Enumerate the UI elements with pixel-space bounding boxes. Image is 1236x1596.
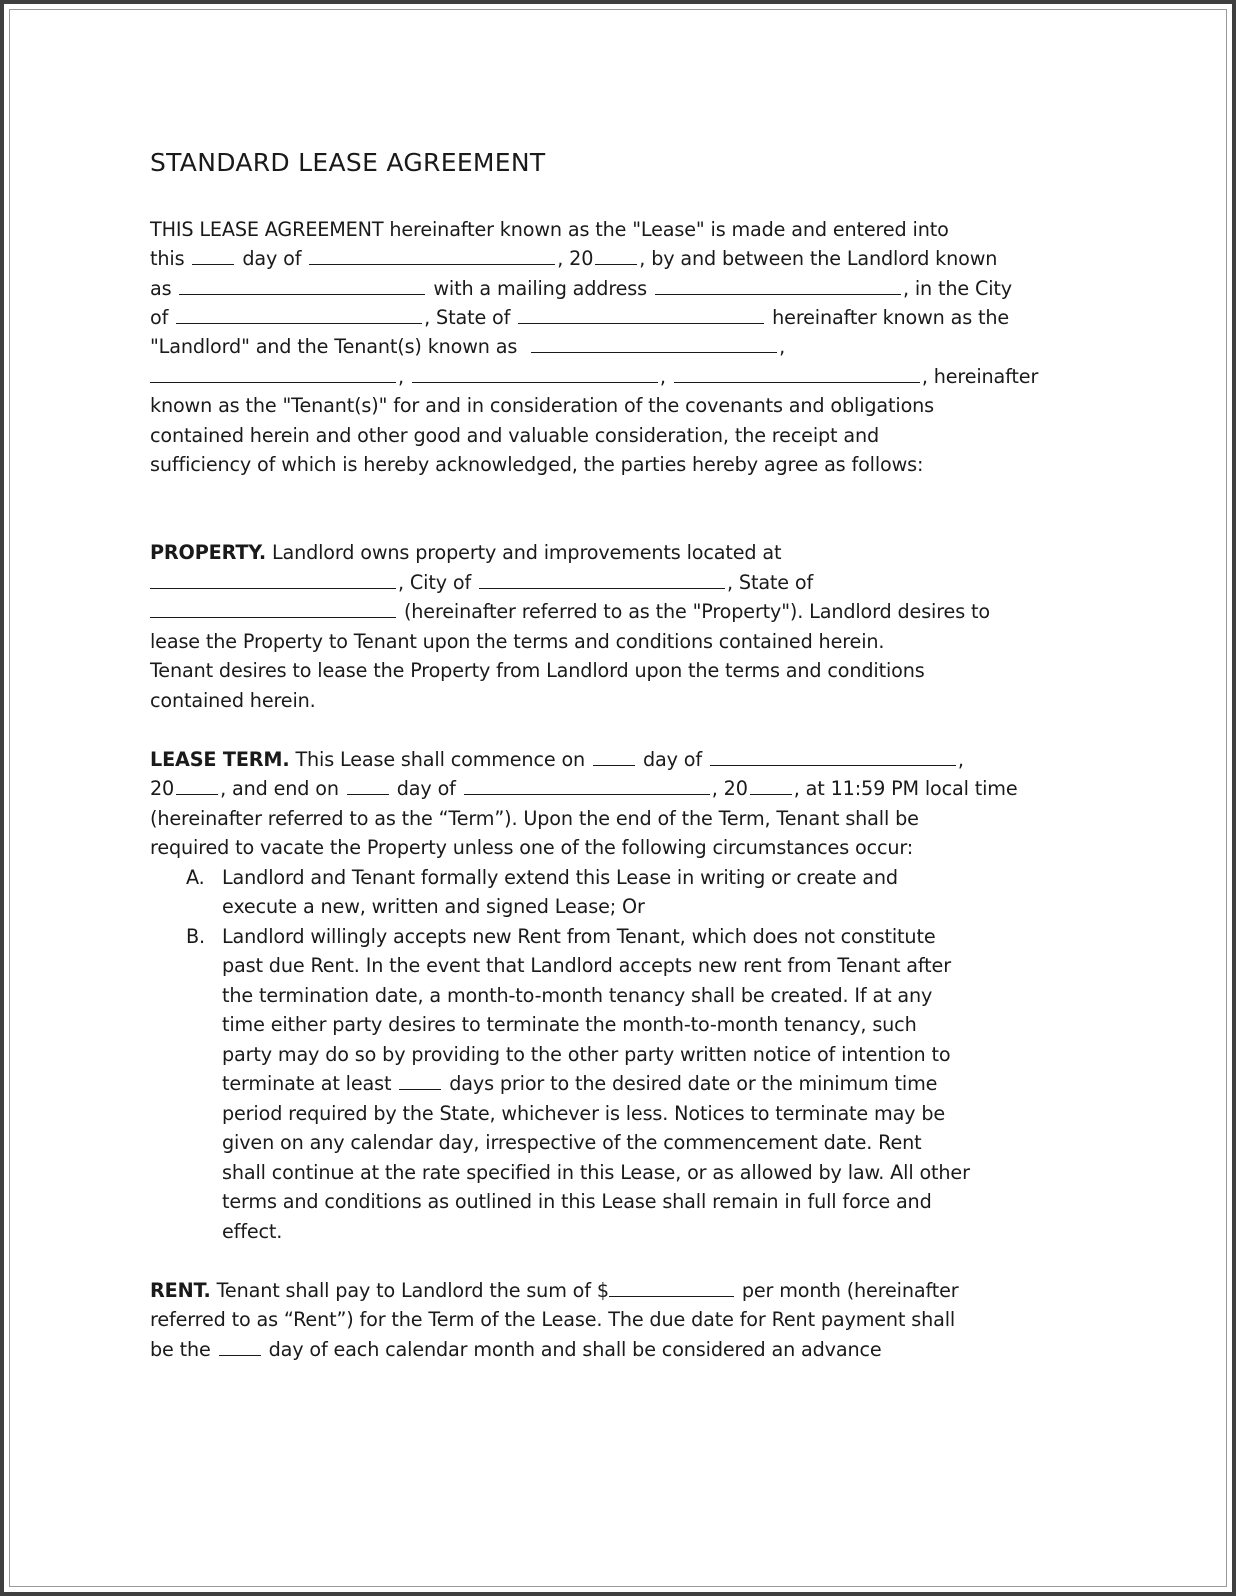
list-item-b-line: terminate at least days prior to the desired date or the minimum time xyxy=(222,1072,938,1095)
lease-term-line: LEASE TERM. This Lease shall commence on day of , xyxy=(150,748,964,771)
intro-line: , , , hereinafter xyxy=(150,362,1038,392)
rent-amount-blank[interactable] xyxy=(609,1278,734,1297)
lease-term-heading: LEASE TERM. xyxy=(150,748,290,771)
list-item-a-line: execute a new, written and signed Lease; Or xyxy=(222,895,645,918)
end-month-blank[interactable] xyxy=(464,776,710,795)
tenant-name-blank[interactable] xyxy=(531,334,777,353)
list-marker-a: A. xyxy=(186,866,205,889)
property-line: , City of , State of xyxy=(150,568,813,598)
list-item-b-line: time either party desires to terminate the month-to-month tenancy, such xyxy=(222,1013,917,1036)
property-heading: PROPERTY. xyxy=(150,541,266,564)
list-item-b-line: Landlord willingly accepts new Rent from Tenant, which does not constitute xyxy=(222,925,936,948)
notice-days-blank[interactable] xyxy=(399,1071,441,1090)
list-item-b-line: party may do so by providing to the other party written notice of intention to xyxy=(222,1043,951,1066)
property-line: contained herein. xyxy=(150,689,316,712)
intro-line: THIS LEASE AGREEMENT hereinafter known as the "Lease" is made and entered into xyxy=(150,218,949,241)
tenant-name-blank[interactable] xyxy=(150,364,396,383)
rent-heading: RENT. xyxy=(150,1279,211,1302)
intro-line: known as the "Tenant(s)" for and in consideration of the covenants and obligations xyxy=(150,394,935,417)
list-item-b-line: terms and conditions as outlined in this Lease shall remain in full force and xyxy=(222,1190,932,1213)
intro-line: as with a mailing address , in the City xyxy=(150,277,1013,300)
rent-due-day-blank[interactable] xyxy=(219,1337,261,1356)
day-blank[interactable] xyxy=(192,246,234,265)
mailing-address-blank[interactable] xyxy=(655,276,901,295)
intro-line: this day of , 20 , by and between the Landlord known xyxy=(150,247,998,270)
rent-line: referred to as “Rent”) for the Term of the Lease. The due date for Rent payment shall xyxy=(150,1308,956,1331)
rent-line: RENT. Tenant shall pay to Landlord the sum of $ per month (hereinafter xyxy=(150,1279,959,1302)
start-year-blank[interactable] xyxy=(176,776,218,795)
end-day-blank[interactable] xyxy=(347,776,389,795)
start-month-blank[interactable] xyxy=(710,747,956,766)
property-city-blank[interactable] xyxy=(479,570,725,589)
intro-line: sufficiency of which is hereby acknowledged, the parties hereby agree as follows: xyxy=(150,453,924,476)
list-item-b-line: past due Rent. In the event that Landlord accepts new rent from Tenant after xyxy=(222,954,951,977)
rent-line: be the day of each calendar month and shall be considered an advance xyxy=(150,1338,882,1361)
document-title: STANDARD LEASE AGREEMENT xyxy=(150,148,546,177)
landlord-name-blank[interactable] xyxy=(179,276,425,295)
lease-term-line: 20 , and end on day of , 20 , at 11:59 PM local time xyxy=(150,777,1018,800)
intro-line: "Landlord" and the Tenant(s) known as , xyxy=(150,335,786,358)
list-item-a-line: Landlord and Tenant formally extend this Lease in writing or create and xyxy=(222,866,898,889)
city-blank[interactable] xyxy=(176,305,422,324)
list-marker-b: B. xyxy=(186,925,205,948)
property-line: Tenant desires to lease the Property from Landlord upon the terms and conditions xyxy=(150,659,925,682)
lease-term-line: required to vacate the Property unless one of the following circumstances occur: xyxy=(150,836,914,859)
state-blank[interactable] xyxy=(518,305,764,324)
property-address-blank[interactable] xyxy=(150,570,396,589)
lease-term-line: (hereinafter referred to as the “Term”). Upon the end of the Term, Tenant shall be xyxy=(150,807,919,830)
list-item-b-line: period required by the State, whichever is less. Notices to terminate may be xyxy=(222,1102,946,1125)
intro-line: of , State of hereinafter known as the xyxy=(150,306,1010,329)
property-line: (hereinafter referred to as the "Property"). Landlord desires to xyxy=(150,597,990,627)
start-day-blank[interactable] xyxy=(593,747,635,766)
property-line: lease the Property to Tenant upon the terms and conditions contained herein. xyxy=(150,630,885,653)
list-item-b-line: shall continue at the rate specified in this Lease, or as allowed by law. All other xyxy=(222,1161,970,1184)
property-line: PROPERTY. Landlord owns property and improvements located at xyxy=(150,541,782,564)
intro-line: contained herein and other good and valuable consideration, the receipt and xyxy=(150,424,880,447)
property-state-blank[interactable] xyxy=(150,599,396,618)
end-year-blank[interactable] xyxy=(750,776,792,795)
year-blank[interactable] xyxy=(595,246,637,265)
tenant-name-blank[interactable] xyxy=(674,364,920,383)
list-item-b-line: effect. xyxy=(222,1220,283,1243)
month-blank[interactable] xyxy=(309,246,555,265)
list-item-b-line: the termination date, a month-to-month tenancy shall be created. If at any xyxy=(222,984,933,1007)
tenant-name-blank[interactable] xyxy=(412,364,658,383)
list-item-b-line: given on any calendar day, irrespective of the commencement date. Rent xyxy=(222,1131,922,1154)
